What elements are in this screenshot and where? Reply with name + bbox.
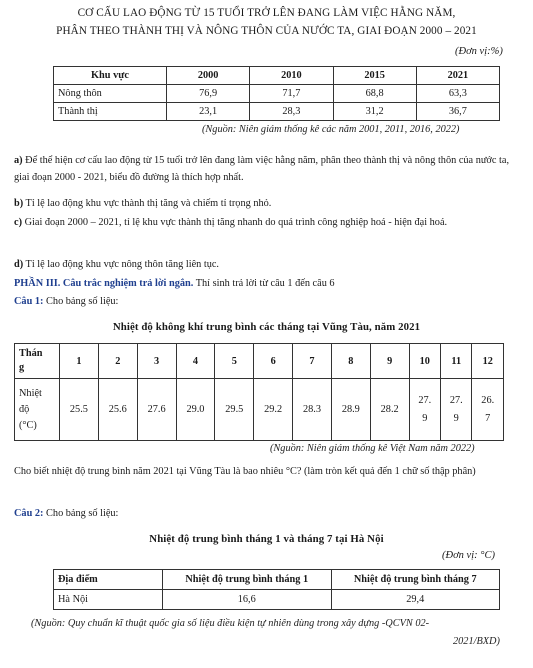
labor-source-note: (Nguồn: Niên giám thống kê các năm 2001, 2011, 2016, 2022): [202, 124, 460, 135]
temperature-cell: 28.3: [293, 379, 332, 441]
month-cell: 5: [215, 344, 254, 379]
labor-unit-label: (Đơn vị:%): [455, 46, 503, 57]
months-row: [15, 344, 504, 379]
q2-label: Câu 2:: [14, 508, 44, 519]
table-cell: 28,3: [250, 103, 333, 121]
q2-table-title: Nhiệt độ trung bình tháng 1 và tháng 7 tại Hà Nội: [149, 533, 384, 545]
q2-source-note-line1: (Nguồn: Quy chuẩn kĩ thuật quốc gia số liệu điều kiện tự nhiên dùng trong xây dựng -QCVN 02-: [31, 618, 430, 629]
row-label: Hà Nội: [54, 590, 163, 610]
q1-table-title: Nhiệt độ không khí trung bình các tháng tại Vũng Tàu, năm 2021: [112, 321, 421, 333]
table-cell: 36,7: [416, 103, 499, 121]
header-jul-temp: Nhiệt độ trung bình tháng 7: [331, 570, 500, 590]
temperature-cell: 25.5: [60, 379, 99, 441]
month-cell: 12: [472, 344, 504, 379]
temperature-row-header: Nhiệt độ (°C): [15, 379, 60, 441]
temperature-cell: 27. 9: [409, 379, 440, 441]
temperature-cell: 25.6: [98, 379, 137, 441]
q2-intro-line: [14, 505, 519, 522]
month-cell: 9: [370, 344, 409, 379]
labor-structure-table: [53, 66, 500, 121]
header-jan-temp: Nhiệt độ trung bình tháng 1: [163, 570, 332, 590]
month-cell: 3: [137, 344, 176, 379]
table-cell: 23,1: [167, 103, 250, 121]
statement-d-text: Tỉ lệ lao động khu vực nông thôn tăng liên tục.: [25, 259, 220, 270]
part3-heading-line: [14, 275, 519, 292]
row-label: Nông thôn: [54, 85, 167, 103]
part3-heading: PHẦN III. Câu trắc nghiệm trả lời ngắn.: [14, 278, 194, 289]
q2-intro: Cho bảng số liệu:: [46, 508, 119, 519]
statement-a-text: Để thể hiện cơ cấu lao động từ 15 tuổi trở lên đang làm việc hằng năm, phân theo thành thị và nông thôn của nước ta, giai đoạn 2000 - 2021, biểu đồ đường là thích hợp nhất.: [14, 155, 510, 183]
temperature-cell: 29.5: [215, 379, 254, 441]
temperature-cell: 29.2: [254, 379, 293, 441]
month-cell: 7: [293, 344, 332, 379]
month-cell: 4: [176, 344, 215, 379]
labor-structure-title-line2: PHÂN THEO THÀNH THỊ VÀ NÔNG THÔN CỦA NƯỚC TA, GIAI ĐOẠN 2000 – 2021: [56, 25, 477, 37]
table-row: [54, 103, 500, 121]
month-cell: 10: [409, 344, 440, 379]
header-year: 2021: [416, 67, 499, 85]
table-header-row: [54, 67, 500, 85]
month-cell: 2: [98, 344, 137, 379]
statement-d-label: d): [14, 259, 24, 270]
temperature-cell: 29.0: [176, 379, 215, 441]
temperature-cell: 26. 7: [472, 379, 504, 441]
temperature-row: [15, 379, 504, 441]
header-year: 2015: [333, 67, 416, 85]
q2-unit-label: (Đơn vị: °C): [442, 550, 495, 561]
statement-a-label: a): [14, 155, 23, 166]
q1-source-note: (Nguồn: Niên giám thống kê Việt Nam năm 2022): [270, 443, 475, 454]
part3-instruction: Thí sinh trả lời từ câu 1 đến câu 6: [195, 278, 335, 289]
header-year: 2000: [167, 67, 250, 85]
statement-b-text: Tỉ lệ lao động khu vực thành thị tăng và chiếm tỉ trọng nhỏ.: [25, 198, 272, 209]
table-row: [54, 85, 500, 103]
table-cell: 31,2: [333, 103, 416, 121]
statement-b: [14, 195, 519, 212]
month-cell: 8: [331, 344, 370, 379]
temperature-cell: 27. 9: [441, 379, 472, 441]
temperature-cell: 28.9: [331, 379, 370, 441]
q1-intro-line: [14, 293, 519, 310]
month-row-header: Thán g: [15, 344, 60, 379]
table-cell: 63,3: [416, 85, 499, 103]
vung-tau-temperature-table: [14, 343, 504, 441]
table-cell: 68,8: [333, 85, 416, 103]
header-region: Khu vực: [54, 67, 167, 85]
q1-question: Cho biết nhiệt độ trung bình năm 2021 tại Vũng Tàu là bao nhiêu °C? (làm tròn kết quả đến 1 chữ số thập phân): [14, 466, 476, 477]
month-cell: 1: [60, 344, 99, 379]
labor-structure-title-line1: CƠ CẤU LAO ĐỘNG TỪ 15 TUỔI TRỞ LÊN ĐANG LÀM VIỆC HẰNG NĂM,: [77, 7, 456, 19]
q2-source-note-line2: 2021/BXD): [453, 636, 500, 647]
q1-intro: Cho bảng số liệu:: [46, 296, 119, 307]
month-cell: 6: [254, 344, 293, 379]
statement-c-label: c): [14, 217, 22, 228]
header-location: Địa điểm: [54, 570, 163, 590]
table-cell: 29,4: [331, 590, 500, 610]
table-cell: 71,7: [250, 85, 333, 103]
header-year: 2010: [250, 67, 333, 85]
temperature-cell: 27.6: [137, 379, 176, 441]
table-header-row: [54, 570, 500, 590]
statement-c-text: Giai đoạn 2000 – 2021, tỉ lệ khu vực thành thị tăng nhanh do quá trình công nghiệp hoá - hiện đại hoá.: [24, 217, 448, 228]
month-cell: 11: [441, 344, 472, 379]
temperature-cell: 28.2: [370, 379, 409, 441]
statement-c: [14, 214, 519, 231]
statement-d: [14, 256, 519, 273]
table-cell: 16,6: [163, 590, 332, 610]
q1-label: Câu 1:: [14, 296, 44, 307]
table-row: [54, 590, 500, 610]
hanoi-temperature-table: [53, 569, 500, 610]
table-cell: 76,9: [167, 85, 250, 103]
statement-a: [14, 152, 519, 186]
statement-b-label: b): [14, 198, 24, 209]
row-label: Thành thị: [54, 103, 167, 121]
